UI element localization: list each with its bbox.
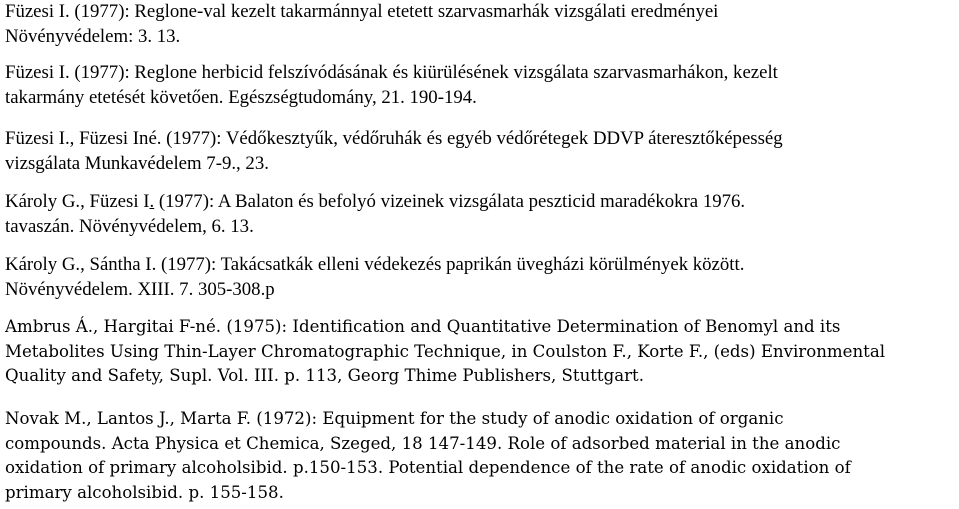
reference-entry (5, 407, 957, 505)
reference-line: Növényvédelem: 3. 13. (5, 25, 181, 47)
reference-line: Metabolites Using Thin-Layer Chromatographic Technique, in Coulston F., Korte F., (eds) Environmental (5, 341, 886, 361)
reference-line: Károly G., Füzesi I (5, 191, 150, 212)
reference-line: primary alcoholsibid. p. 155-158. (5, 482, 284, 502)
reference-line: takarmány etetését követően. Egészségtudomány, 21. 190-194. (5, 86, 477, 108)
reference-line: Füzesi I. (1977): Reglone herbicid felszívódásának és kiürülésének vizsgálata szarvasmarhákon, kezelt (5, 62, 778, 83)
reference-line: oxidation of primary alcoholsibid. p.150-153. Potential dependence of the rate of anodic oxidation of (5, 458, 851, 477)
reference-entry (5, 61, 957, 110)
reference-line: Füzesi I. (1977): Reglone-val kezelt takarmánnyal etetett szarvasmarhák vizsgálati eredményei (5, 1, 719, 22)
reference-entry (5, 0, 957, 49)
reference-line: tavaszán. Növényvédelem, 6. 13. (5, 215, 254, 237)
reference-line: vizsgálata Munkavédelem 7-9., 23. (5, 152, 269, 174)
reference-line: Quality and Safety, Supl. Vol. III. p. 113, Georg Thime Publishers, Stuttgart. (5, 366, 644, 385)
reference-line: Növényvédelem. XIII. 7. 305-308.p (5, 278, 275, 300)
reference-entry (5, 253, 957, 302)
reference-line: Füzesi I., Füzesi Iné. (1977): Védőkesztyűk, védőruhák és egyéb védőrétegek DDVP áteresztőképesség (5, 128, 783, 149)
reference-line: Ambrus Á., Hargitai F-né. (1975): Identification and Quantitative Determination of Benomyl and its (5, 317, 841, 336)
reference-line: Károly G., Sántha I. (1977): Takácsatkák elleni védekezés paprikán üvegházi körülmények között. (5, 254, 745, 275)
reference-line: (1977): A Balaton és befolyó vizeinek vizsgálata peszticid maradékokra 1976. (154, 191, 746, 212)
reference-line: compounds. Acta Physica et Chemica, Szeged, 18 147-149. Role of adsorbed material in the anodic (5, 433, 841, 453)
reference-entry (5, 315, 957, 389)
reference-entry (5, 127, 957, 176)
reference-line: . (149, 191, 155, 212)
reference-entry (5, 190, 957, 239)
reference-line: Novak M., Lantos J., Marta F. (1972): Equipment for the study of anodic oxidation of organic (5, 409, 784, 428)
